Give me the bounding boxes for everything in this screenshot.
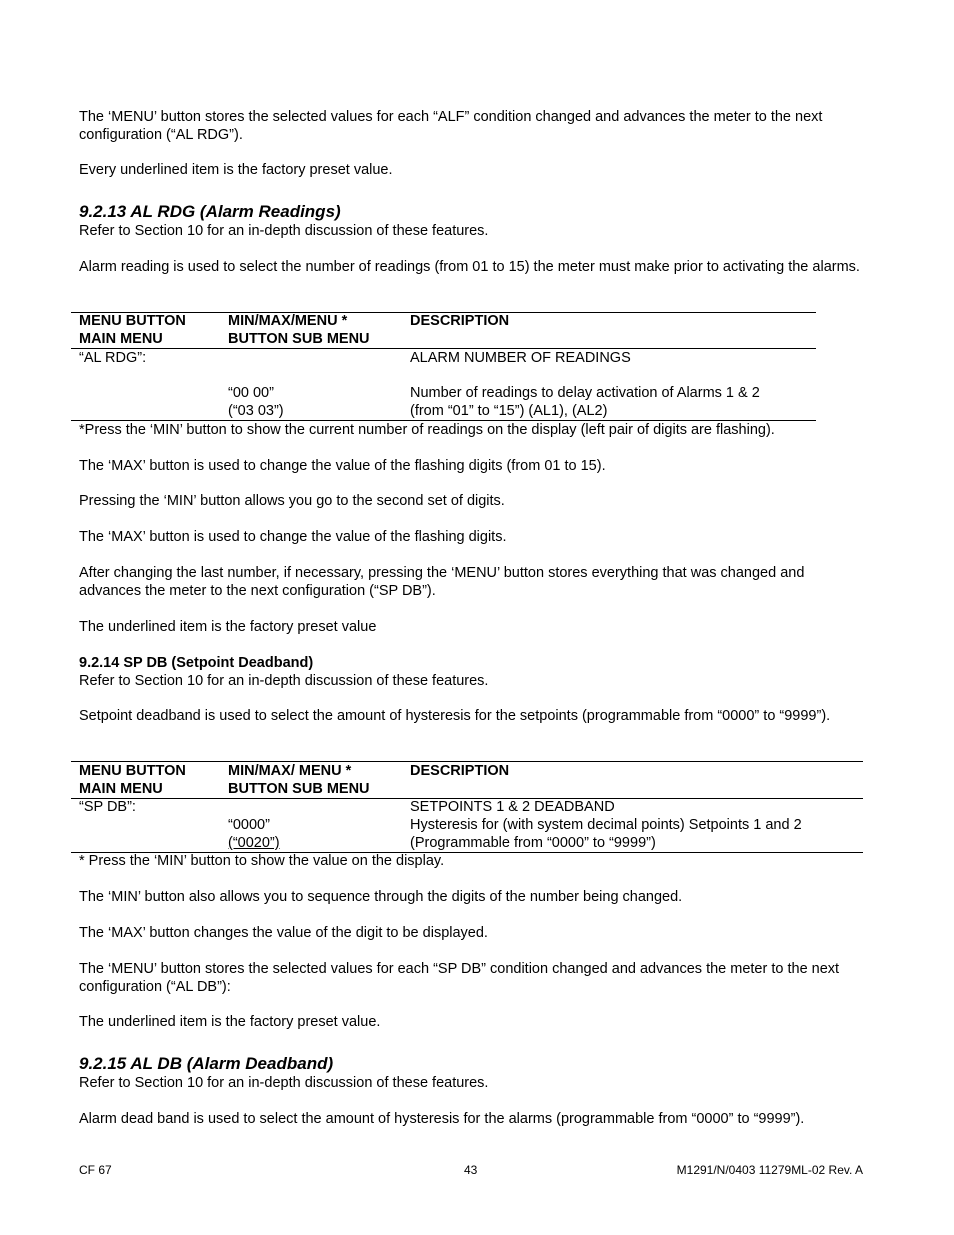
table-cell-sub-menu-preset: (“03 03”) [228, 403, 284, 419]
footer-document-code: CF 67 [79, 1163, 112, 1177]
instruction-paragraph: The ‘MAX’ button changes the value of the digit to be displayed. [79, 925, 488, 941]
table-cell-description: SETPOINTS 1 & 2 DEADBAND [410, 799, 615, 815]
col-header-main-menu: MAIN MENU [79, 781, 163, 797]
table-cell-sub-menu: “00 00” [228, 385, 274, 401]
table-cell-description: Hysteresis for (with system decimal points) Setpoints 1 and 2 [410, 817, 802, 833]
table-cell-description: (Programmable from “0000” to “9999”) [410, 835, 656, 851]
table-cell-description: ALARM NUMBER OF READINGS [410, 350, 631, 366]
intro-paragraph: The ‘MENU’ button stores the selected values for each “ALF” condition changed and advances the meter to the next configuration (“AL RDG”). [79, 109, 823, 143]
col-header-button-sub-menu: BUTTON SUB MENU [228, 781, 370, 797]
table-cell-main-menu: “SP DB”: [79, 799, 136, 815]
al-rdg-description: Alarm reading is used to select the number of readings (from 01 to 15) the meter must make prior to activating the alarms. [79, 259, 860, 275]
col-header-main-menu: MAIN MENU [79, 331, 163, 347]
sp-db-description: Setpoint deadband is used to select the amount of hysteresis for the setpoints (programmable from “0000” to “9999”). [79, 708, 831, 724]
section-ref-al-rdg: Refer to Section 10 for an in-depth discussion of these features. [79, 223, 489, 239]
col-header-min-max-menu: MIN/MAX/ MENU * [228, 763, 352, 779]
section-heading-al-db: 9.2.15 AL DB (Alarm Deadband) [79, 1054, 334, 1073]
col-header-menu-button: MENU BUTTON [79, 313, 186, 329]
section-heading-sp-db: 9.2.14 SP DB (Setpoint Deadband) [79, 655, 314, 671]
preset-note: Every underlined item is the factory preset value. [79, 162, 393, 178]
table-cell-sub-menu-preset: (“0020”) [228, 835, 280, 851]
instruction-paragraph: The ‘MAX’ button is used to change the value of the flashing digits (from 01 to 15). [79, 458, 606, 474]
table-cell-description: Number of readings to delay activation of Alarms 1 & 2 [410, 385, 760, 401]
section-ref-sp-db: Refer to Section 10 for an in-depth discussion of these features. [79, 673, 489, 689]
preset-note: The underlined item is the factory preset value [79, 619, 377, 635]
col-header-description: DESCRIPTION [410, 313, 510, 329]
instruction-paragraph: The ‘MAX’ button is used to change the value of the flashing digits. [79, 529, 507, 545]
col-header-min-max-menu: MIN/MAX/MENU * [228, 313, 348, 329]
instruction-paragraph: After changing the last number, if necessary, pressing the ‘MENU’ button stores everything that was changed and advances the meter to the next configuration (“SP DB”). [79, 565, 805, 599]
footer-revision: M1291/N/0403 11279ML-02 Rev. A [676, 1163, 863, 1177]
instruction-paragraph: The ‘MIN’ button also allows you to sequence through the digits of the number being changed. [79, 889, 683, 905]
instruction-paragraph: Pressing the ‘MIN’ button allows you go to the second set of digits. [79, 493, 505, 509]
instruction-paragraph: The ‘MENU’ button stores the selected values for each “SP DB” condition changed and advances the meter to the next configuration (“AL DB”): [79, 961, 840, 995]
table-cell-main-menu: “AL RDG”: [79, 350, 147, 366]
sp-db-table-note: * Press the ‘MIN’ button to show the value on the display. [79, 853, 445, 869]
page-number: 43 [464, 1163, 478, 1177]
al-db-description: Alarm dead band is used to select the amount of hysteresis for the alarms (programmable from “0000” to “9999”). [79, 1111, 805, 1127]
preset-note: The underlined item is the factory preset value. [79, 1014, 381, 1030]
al-rdg-table-note: *Press the ‘MIN’ button to show the current number of readings on the display (left pair of digits are flashing). [79, 422, 775, 438]
section-ref-al-db: Refer to Section 10 for an in-depth discussion of these features. [79, 1075, 489, 1091]
col-header-button-sub-menu: BUTTON SUB MENU [228, 331, 370, 347]
table-cell-description: (from “01” to “15”) (AL1), (AL2) [410, 403, 608, 419]
col-header-menu-button: MENU BUTTON [79, 763, 186, 779]
col-header-description: DESCRIPTION [410, 763, 510, 779]
section-heading-al-rdg: 9.2.13 AL RDG (Alarm Readings) [79, 202, 341, 221]
table-cell-sub-menu: “0000” [228, 817, 270, 833]
